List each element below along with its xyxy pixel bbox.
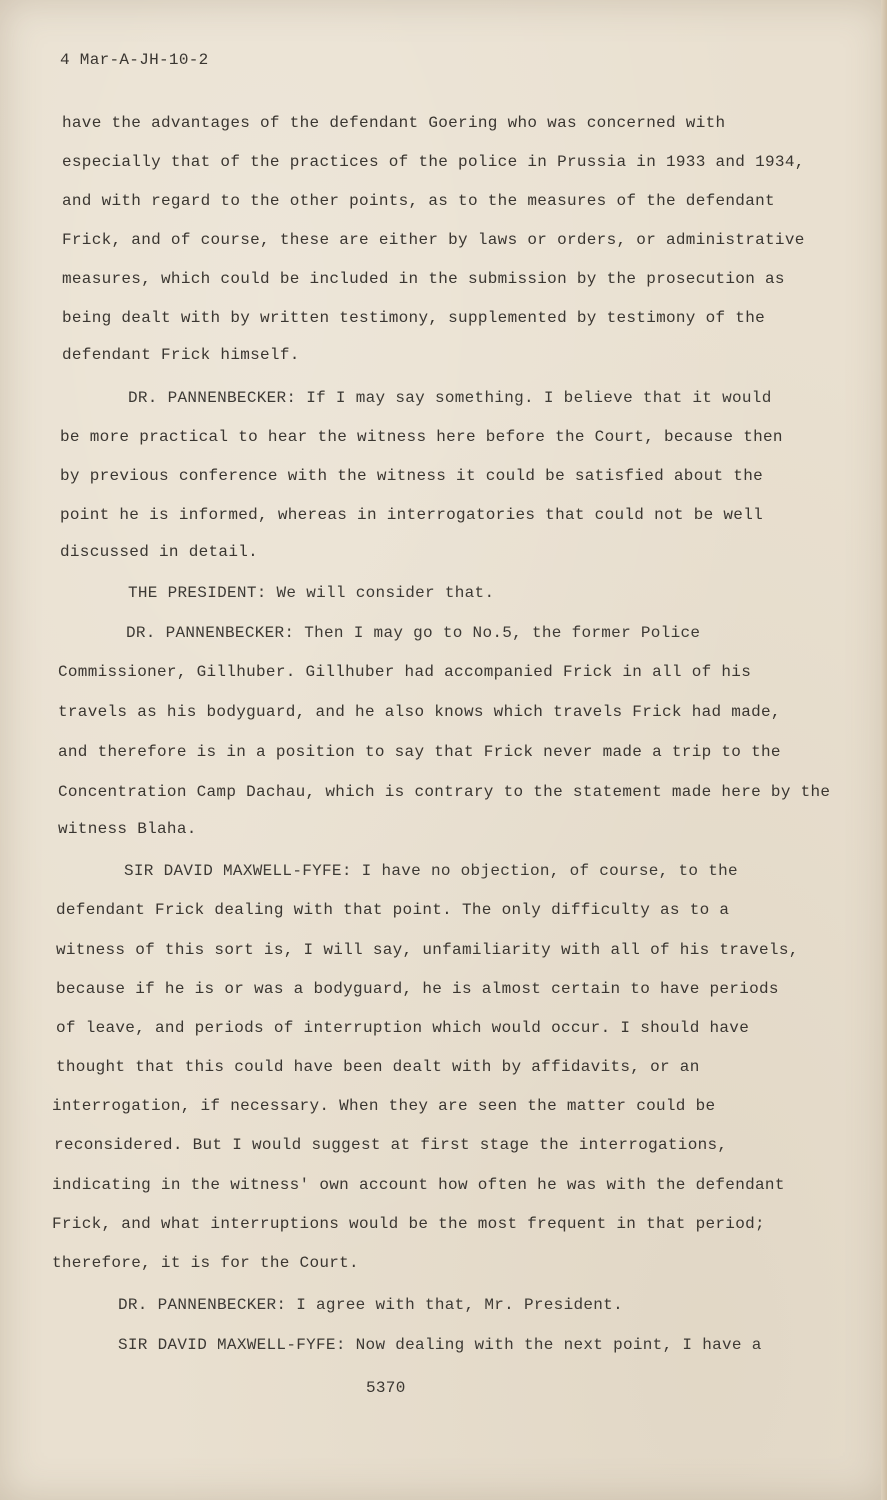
text-line: Commissioner, Gillhuber. Gillhuber had accompanied Frick in all of his <box>58 663 752 681</box>
speaker-paragraph-start: SIR DAVID MAXWELL-FYFE: Now dealing with the next point, I have a <box>118 1336 762 1354</box>
speaker-paragraph-start: DR. PANNENBECKER: Then I may go to No.5, the former Police <box>126 624 701 642</box>
text-line: because if he is or was a bodyguard, he is almost certain to have periods <box>56 980 779 998</box>
text-line: witness of this sort is, I will say, unfamiliarity with all of his travels, <box>56 941 799 959</box>
speaker-paragraph-start: DR. PANNENBECKER: If I may say something. I believe that it would <box>128 389 772 407</box>
speaker-paragraph-start: DR. PANNENBECKER: I agree with that, Mr. President. <box>118 1296 623 1314</box>
text-line: and with regard to the other points, as to the measures of the defendant <box>62 192 775 210</box>
text-line: Frick, and what interruptions would be the most frequent in that period; <box>52 1215 765 1233</box>
text-line: discussed in detail. <box>60 543 259 561</box>
text-line: point he is informed, whereas in interrogatories that could not be well <box>60 506 764 524</box>
text-line: being dealt with by written testimony, supplemented by testimony of the <box>62 309 766 327</box>
text-line: be more practical to hear the witness here before the Court, because then <box>60 428 783 446</box>
text-line: therefore, it is for the Court. <box>52 1254 359 1272</box>
page-number: 5370 <box>366 1379 406 1397</box>
text-line: especially that of the practices of the police in Prussia in 1933 and 1934, <box>62 153 805 171</box>
speaker-paragraph-start: THE PRESIDENT: We will consider that. <box>128 584 495 602</box>
page-edge <box>881 0 887 1500</box>
speaker-paragraph-start: SIR DAVID MAXWELL-FYFE: I have no objection, of course, to the <box>124 862 738 880</box>
page-identifier: 4 Mar-A-JH-10-2 <box>60 51 209 69</box>
text-line: Frick, and of course, these are either by laws or orders, or administrative <box>62 231 805 249</box>
text-line: indicating in the witness' own account how often he was with the defendant <box>52 1176 785 1194</box>
text-line: interrogation, if necessary. When they are seen the matter could be <box>52 1097 716 1115</box>
text-line: travels as his bodyguard, and he also knows which travels Frick had made, <box>58 703 781 721</box>
text-line: by previous conference with the witness it could be satisfied about the <box>60 467 764 485</box>
text-line: measures, which could be included in the submission by the prosecution as <box>62 270 785 288</box>
text-line: have the advantages of the defendant Goering who was concerned with <box>62 114 726 132</box>
text-line: of leave, and periods of interruption which would occur. I should have <box>56 1019 750 1037</box>
text-line: reconsidered. But I would suggest at first stage the interrogations, <box>54 1136 728 1154</box>
text-line: and therefore is in a position to say that Frick never made a trip to the <box>58 743 781 761</box>
text-line: witness Blaha. <box>58 820 197 838</box>
text-line: Concentration Camp Dachau, which is contrary to the statement made here by the <box>58 783 831 801</box>
text-line: defendant Frick himself. <box>62 346 300 364</box>
text-line: defendant Frick dealing with that point. The only difficulty as to a <box>56 901 730 919</box>
text-line: thought that this could have been dealt with by affidavits, or an <box>56 1058 700 1076</box>
